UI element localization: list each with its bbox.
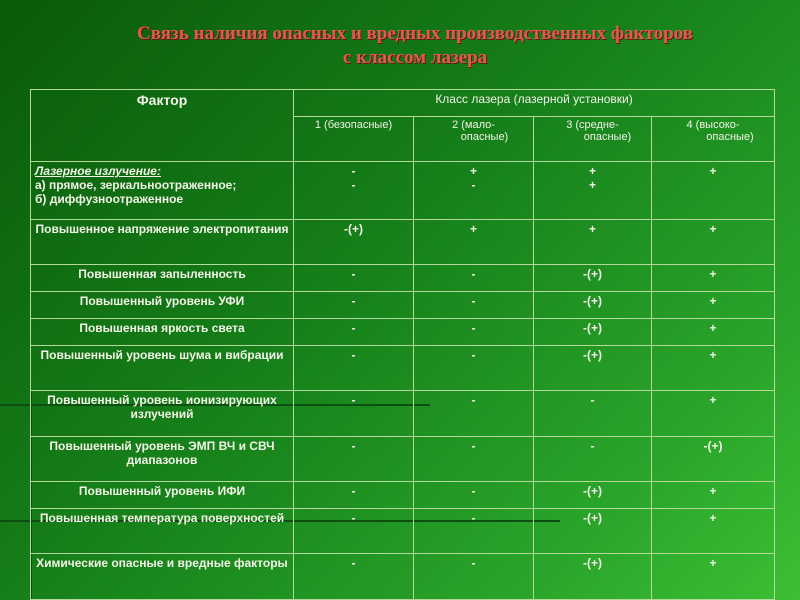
class-3-value: -(+): [534, 318, 652, 345]
slide-title: [0, 22, 800, 70]
laser-value-2: + -: [414, 162, 534, 220]
class-4-label: 4 (высоко-: [686, 119, 740, 131]
class-3-value: -(+): [534, 482, 652, 509]
factor-cell: Повышенное напряжение электропитания: [31, 219, 294, 264]
class-4-value: -(+): [652, 436, 775, 481]
factors-table: [30, 89, 775, 600]
table-row: [31, 554, 775, 600]
class-4-header: [652, 117, 775, 162]
table-row: [31, 436, 775, 481]
class-1-value: -: [294, 508, 414, 553]
class-3-value: +: [534, 219, 652, 264]
table-row: [31, 318, 775, 345]
table-row: [31, 292, 775, 319]
class-3-value: -(+): [534, 345, 652, 390]
class-2-value: -: [414, 345, 534, 390]
class-3-label-2: опасные): [583, 131, 632, 143]
class-1-header: 1 (безопасные): [294, 117, 414, 162]
laser-label: Лазерное излучение:: [35, 164, 161, 178]
factor-cell: Повышенный уровень ЭМП ВЧ и СВЧ диапазонов: [31, 436, 294, 481]
table-row-laser: [31, 162, 775, 220]
table-row: [31, 482, 775, 509]
factor-cell: Химические опасные и вредные факторы: [31, 554, 294, 600]
class-1-value: -: [294, 391, 414, 436]
factor-cell: Повышенный уровень ионизирующих излучений: [31, 391, 294, 436]
table-row: [31, 345, 775, 390]
factor-cell: Повышенная яркость света: [31, 318, 294, 345]
class-1-value: -: [294, 292, 414, 319]
class-2-value: -: [414, 554, 534, 600]
class-2-value: -: [414, 391, 534, 436]
class-3-value: -(+): [534, 292, 652, 319]
class-3-label: 3 (средне-: [566, 119, 619, 131]
class-1-value: -: [294, 436, 414, 481]
table-row: [31, 391, 775, 436]
title-line-1: Связь наличия опасных и вредных производственных факторов: [137, 23, 693, 44]
class-4-value: +: [652, 554, 775, 600]
class-4-value: +: [652, 391, 775, 436]
factor-cell: Повышенная запыленность: [31, 265, 294, 292]
factor-header: Фактор: [31, 90, 294, 162]
title-line-2: с классом лазера: [342, 47, 488, 68]
factor-cell: Повышенный уровень УФИ: [31, 292, 294, 319]
laser-line-a: а) прямое, зеркальноотраженное;: [35, 178, 237, 192]
factor-cell: Повышенный уровень шума и вибрации: [31, 345, 294, 390]
class-4-value: +: [652, 265, 775, 292]
class-1-value: -: [294, 482, 414, 509]
class-4-value: +: [652, 508, 775, 553]
class-4-value: +: [652, 219, 775, 264]
class-header: Класс лазера (лазерной установки): [294, 90, 775, 117]
class-1-value: -: [294, 265, 414, 292]
class-2-value: +: [414, 219, 534, 264]
header-row: [31, 90, 775, 117]
class-2-value: -: [414, 482, 534, 509]
class-2-value: -: [414, 292, 534, 319]
laser-value-4: +: [652, 162, 775, 220]
class-3-value: -: [534, 436, 652, 481]
class-2-header: [414, 117, 534, 162]
class-2-label: 2 (мало-: [452, 119, 495, 131]
class-4-label-2: опасные): [706, 131, 754, 143]
class-4-value: +: [652, 345, 775, 390]
class-1-value: -: [294, 318, 414, 345]
laser-value-3: + +: [534, 162, 652, 220]
factor-cell: Повышенная температура поверхностей: [31, 508, 294, 553]
class-4-value: +: [652, 482, 775, 509]
class-4-value: +: [652, 292, 775, 319]
class-3-value: -(+): [534, 508, 652, 553]
class-3-value: -: [534, 391, 652, 436]
class-1-value: -: [294, 554, 414, 600]
class-1-value: -(+): [294, 219, 414, 264]
class-3-value: -(+): [534, 554, 652, 600]
table-row: [31, 265, 775, 292]
table-row: [31, 508, 775, 553]
class-2-value: -: [414, 265, 534, 292]
class-1-value: -: [294, 345, 414, 390]
class-4-value: +: [652, 318, 775, 345]
laser-value-1: - -: [294, 162, 414, 220]
class-2-value: -: [414, 508, 534, 553]
class-2-value: -: [414, 436, 534, 481]
laser-factor-cell: [31, 162, 294, 220]
class-2-label-2: опасные): [460, 131, 509, 143]
class-3-value: -(+): [534, 265, 652, 292]
factor-cell: Повышенный уровень ИФИ: [31, 482, 294, 509]
laser-line-b: б) диффузноотраженное: [35, 192, 184, 206]
table-row: [31, 219, 775, 264]
class-2-value: -: [414, 318, 534, 345]
class-3-header: [534, 117, 652, 162]
